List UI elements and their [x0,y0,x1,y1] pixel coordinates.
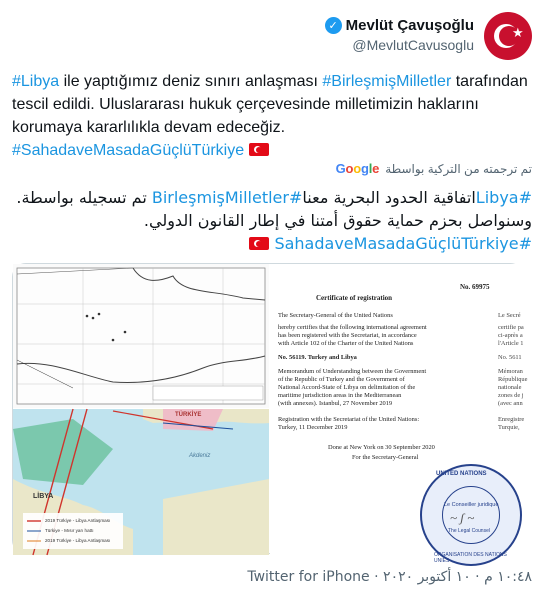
certificate-french-line: zones de j [498,392,524,399]
certificate-french-line: nationale [498,384,522,391]
certificate-line: Done at New York on 30 September 2020 [328,444,435,451]
certificate-line: hereby certifies that the following international agreement [278,324,427,331]
tweet-date[interactable]: ١٠ أكتوبر ٢٠٢٠ [383,569,471,585]
map-legend-3: 2019 Türkiye - Libya Antlaşması [45,538,111,543]
certificate-line: Memorandum of Understanding between the Government [278,368,427,375]
certificate-title: Certificate of registration [316,294,393,302]
turkey-flag-icon [249,143,269,156]
un-stamp [420,464,522,566]
certificate-line: For the Secretary-General [352,454,419,461]
author-handle[interactable]: @MevlutCavusoglu [352,37,474,53]
certificate-french-line: certifie pa [498,324,524,331]
translated-text-part: اتفاقية الحدود البحرية معنا [302,188,476,207]
media-attachment[interactable] [12,263,528,564]
star-icon: ★ [512,26,524,41]
footer-separator: · [475,569,480,585]
map-label-akdeniz: Akdeniz [189,453,211,459]
map-legend-2: Türkiye - Mısır yarı hattı [45,528,94,533]
tweet-text-part: ile yaptığımız deniz sınırı anlaşması [59,73,323,90]
certificate-line: of the Republic of Turkey and the Government of [278,376,405,383]
author-names[interactable] [325,16,474,53]
avatar[interactable] [484,12,532,60]
hashtag-link[interactable]: #BirleşmişMilletler [151,188,303,207]
certificate-number: No. 69975 [460,283,490,291]
certificate-french-line: l'Article 1 [498,340,524,347]
certificate-line: with Article 102 of the Charter of the United Nations [278,340,414,347]
stamp-low-text: The Legal Counsel [448,528,490,534]
tweet-time[interactable]: ١٠:٤٨ م [484,569,532,585]
certificate-line: The Secretary-General of the United Nations [278,312,393,319]
tweet-header [0,10,544,66]
certificate-line: maritime jurisdiction areas in the Mediterranean [278,392,402,399]
certificate-line: National Accord-State of Libya on delimitation of the [278,384,416,391]
nautical-chart-image[interactable] [13,264,269,408]
hashtag-link[interactable]: #Libya [12,73,60,90]
hashtag-link[interactable]: #BirleşmişMilletler [322,73,452,90]
certificate-french-line: ci-après a [498,332,523,339]
translation-label: تم ترجمته من التركية بواسطة [385,161,532,176]
tweet-text-part: tarafından tescil edildi. Uluslararası hukuk çerçevesinde milletimizin haklarını korumaya kararlılıkla devam edeceğiz. [12,73,528,136]
translated-text [12,186,532,255]
certificate-line: Registration with the Secretariat of the United Nations: [278,416,420,423]
stamp-top-text: UNITED NATIONS [436,471,487,477]
tweet-text [12,70,532,162]
hashtag-link[interactable]: #SahadaveMasadaGüçlüTürkiye [274,234,532,253]
certificate-french-line: République [498,376,528,383]
certificate-french-line: Mémoran [498,368,523,375]
tweet-footer [247,569,532,585]
hashtag-link[interactable]: #Libya [475,188,532,207]
certificate-french-line: Turquie, [498,424,520,431]
un-certificate-image[interactable] [270,264,528,564]
turkey-flag-icon [249,237,269,250]
certificate-french-line: No. 5611 [498,354,522,361]
map-label-libya: LİBYA [33,493,54,500]
stamp-bottom-text: ORGANISATION DES NATIONS UNIES [434,552,507,564]
tweet-client[interactable]: Twitter for iPhone [247,569,370,585]
certificate-french-line: (avec ann [498,400,523,407]
maritime-boundary-map-image[interactable] [13,409,269,555]
certificate-french-line: Le Secré [498,312,521,319]
google-logo: Google [335,161,380,176]
display-name-text: Mevlüt Çavuşoğlu [345,17,474,34]
verified-badge-icon: ✓ [325,17,342,34]
map-label-turkiye: TÜRKİYE [175,412,202,418]
certificate-french-line: Enregistre [498,416,525,423]
certificate-line: (with annexes). Istanbul, 27 November 2019 [278,400,393,407]
signature-icon: ~ ʃ ~ [450,510,475,525]
translation-attribution [336,161,532,176]
certificate-line: No. 56119. Turkey and Libya [278,354,357,361]
map-legend-1: 2019 Türkiye - Libya Antlaşması [45,518,111,523]
stamp-mid-text: Le Conseiller juridique [444,502,499,508]
hashtag-link[interactable]: #SahadaveMasadaGüçlüTürkiye [12,142,245,159]
author-display-name[interactable] [325,17,474,34]
certificate-line: has been registered with the Secretariat, in accordance [278,332,417,339]
footer-separator: · [374,569,379,585]
translated-text-part: تم تسجيله بواسطة. وسنواصل بحزم حماية حقوق أمتنا في إطار القانون الدولي. [16,188,532,230]
certificate-line: Turkey, 11 December 2019 [278,424,348,431]
